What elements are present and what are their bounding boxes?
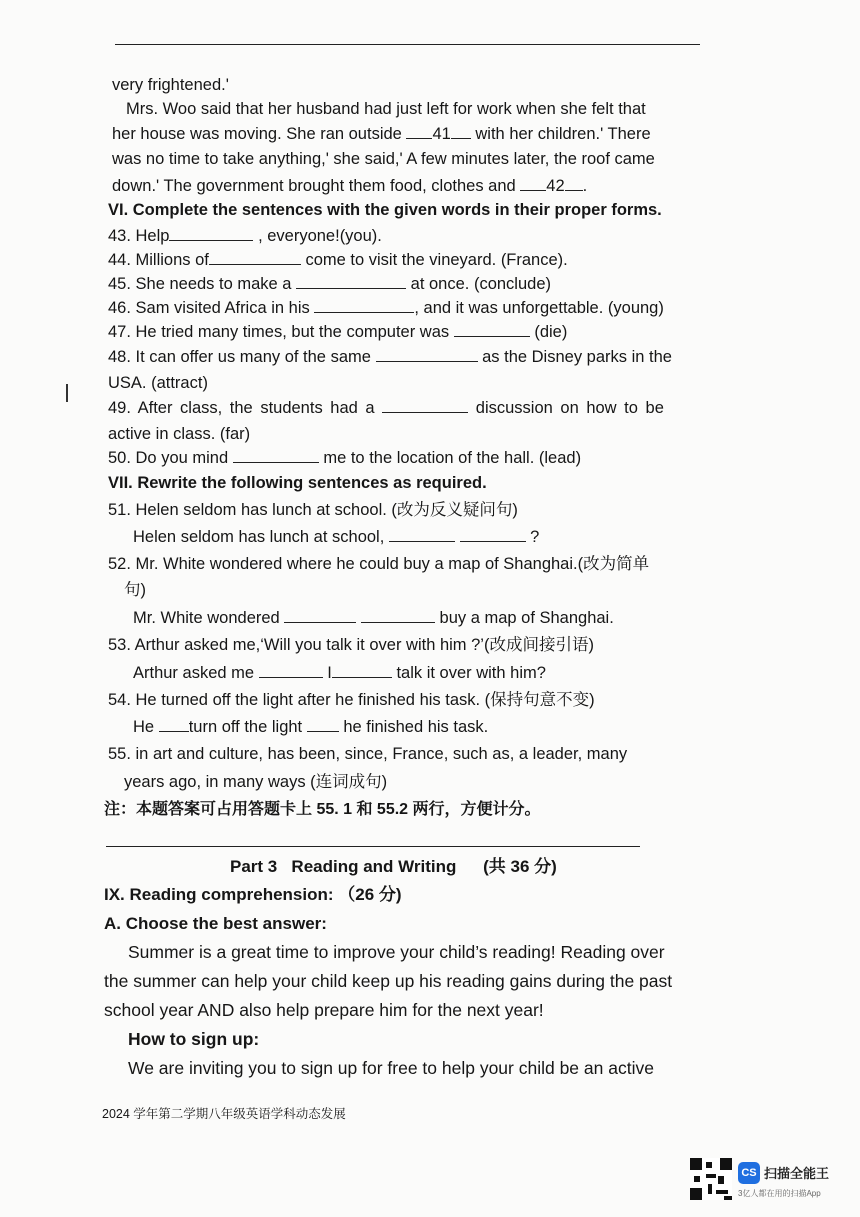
answer-blank	[406, 123, 432, 139]
answer-blank	[259, 662, 323, 678]
answer-blank	[460, 526, 526, 542]
part-title-text: Part 3 Reading and Writing	[230, 857, 457, 876]
blank-number: 42	[546, 177, 565, 195]
answer-blank	[451, 123, 471, 139]
question-55: 55. in art and culture, has been, since, France, such as, a leader, many	[108, 745, 628, 763]
answer-blank	[307, 716, 339, 732]
question-53: 53. Arthur asked me,‘Will you talk it over with him ?’(改成间接引语)	[108, 636, 594, 654]
passage-line: Mrs. Woo said that her husband had just left for work when she felt that	[126, 100, 646, 118]
section-heading: A. Choose the best answer:	[104, 914, 327, 933]
question-52-cont: 句)	[124, 581, 146, 599]
passage-text: down.' The government brought them food, clothes and	[112, 177, 516, 195]
answer-blank	[389, 526, 455, 542]
answer-text: ?	[530, 528, 540, 546]
answer-blank	[159, 716, 189, 732]
question-text: 50. Do you mind	[108, 449, 229, 467]
question-text: come to visit the vineyard. (France).	[305, 251, 568, 269]
passage-line: the summer can help your child keep up his reading gains during the past	[104, 971, 673, 991]
answer-blank	[284, 607, 356, 623]
question-text: 49. After class, the students had a	[108, 399, 375, 417]
part-score: (共 36 分)	[483, 857, 557, 876]
question-text: 45. She needs to make a	[108, 275, 292, 293]
answer-text: I	[327, 664, 332, 682]
section-heading: VII. Rewrite the following sentences as required.	[108, 474, 487, 492]
answer-blank	[209, 249, 301, 265]
question-44	[108, 249, 568, 271]
answer-text: Arthur asked me	[133, 664, 255, 682]
question-55-cont: years ago, in many ways (连词成句)	[124, 773, 388, 791]
passage-line: very frightened.'	[112, 76, 229, 94]
blank-number: 41	[432, 125, 451, 143]
answer-text: talk it over with him?	[396, 664, 546, 682]
question-48	[108, 346, 672, 368]
question-text: 48. It can offer us many of the same	[108, 348, 371, 366]
passage-line: We are inviting you to sign up for free to help your child be an active	[128, 1058, 654, 1078]
passage-text: her house was moving. She ran outside	[112, 125, 402, 143]
answer-blank	[233, 447, 319, 463]
question-text: as the Disney parks in the	[482, 348, 672, 366]
question-text: 46. Sam visited Africa in his	[108, 299, 310, 317]
passage-text: .	[582, 177, 588, 195]
question-51: 51. Helen seldom has lunch at school. (改为反义疑问句)	[108, 501, 518, 519]
question-text: discussion on how to be	[475, 399, 664, 417]
answer-blank	[169, 225, 253, 241]
answer-text: buy a map of Shanghai.	[439, 609, 614, 627]
passage-line: Summer is a great time to improve your child’s reading! Reading over	[128, 942, 665, 962]
answer-text: He	[133, 718, 155, 736]
top-rule	[115, 44, 700, 45]
passage-line	[112, 175, 587, 197]
part-title	[230, 856, 557, 878]
passage-line	[112, 123, 651, 145]
question-46	[108, 297, 664, 319]
answer-blank	[565, 175, 583, 191]
question-47	[108, 321, 567, 343]
answer-line-52	[133, 607, 614, 629]
answer-line-53	[133, 662, 546, 684]
question-43	[108, 225, 382, 247]
answer-blank	[314, 297, 414, 313]
answer-text: he finished his task.	[343, 718, 489, 736]
answer-blank	[376, 346, 478, 362]
question-45	[108, 273, 551, 295]
question-49	[108, 397, 664, 419]
answer-blank	[454, 321, 530, 337]
question-text: at once. (conclude)	[410, 275, 551, 293]
camscanner-logo-icon: CS	[738, 1162, 760, 1184]
question-text: , everyone!(you).	[258, 227, 382, 245]
question-text: (die)	[534, 323, 568, 341]
answer-blank	[382, 397, 468, 413]
question-49-cont: active in class. (far)	[108, 425, 251, 443]
answer-blank	[296, 273, 406, 289]
scoring-note: 注：本题答案可占用答题卡上 55. 1 和 55.2 两行，方便计分。	[104, 801, 541, 818]
passage-text: with her children.' There	[475, 125, 651, 143]
question-text: , and it was unforgettable. (young)	[414, 299, 664, 317]
margin-mark	[66, 384, 68, 402]
section-heading: VI. Complete the sentences with the given words in their proper forms.	[108, 201, 662, 219]
passage-line: was no time to take anything,' she said,' A few minutes later, the roof came	[112, 150, 655, 168]
qr-code-icon	[690, 1158, 732, 1200]
scanner-app-name: 扫描全能王	[764, 1166, 830, 1181]
answer-line-51	[133, 526, 539, 548]
scanner-tagline: 3亿人都在用的扫描App	[738, 1189, 821, 1198]
answer-text: Helen seldom has lunch at school,	[133, 528, 385, 546]
section-rule	[106, 846, 640, 847]
footer-text: 2024 学年第二学期八年级英语学科动态发展	[102, 1107, 346, 1121]
question-48-cont: USA. (attract)	[108, 374, 208, 392]
question-text: 44. Millions of	[108, 251, 209, 269]
answer-blank	[332, 662, 392, 678]
question-50	[108, 447, 581, 469]
question-54: 54. He turned off the light after he finished his task. (保持句意不变)	[108, 691, 595, 709]
answer-blank	[361, 607, 435, 623]
answer-blank	[520, 175, 546, 191]
question-text: 43. Help	[108, 227, 170, 245]
answer-text: Mr. White wondered	[133, 609, 280, 627]
question-text: me to the location of the hall. (lead)	[323, 449, 582, 467]
question-52: 52. Mr. White wondered where he could buy a map of Shanghai.(改为简单	[108, 555, 650, 573]
question-text: 47. He tried many times, but the computer was	[108, 323, 450, 341]
section-heading: IX. Reading comprehension: （26 分)	[104, 885, 402, 904]
passage-line: school year AND also help prepare him for the next year!	[104, 1000, 544, 1020]
answer-text: turn off the light	[188, 718, 303, 736]
answer-line-54	[133, 716, 488, 738]
passage-subheading: How to sign up:	[128, 1029, 260, 1049]
